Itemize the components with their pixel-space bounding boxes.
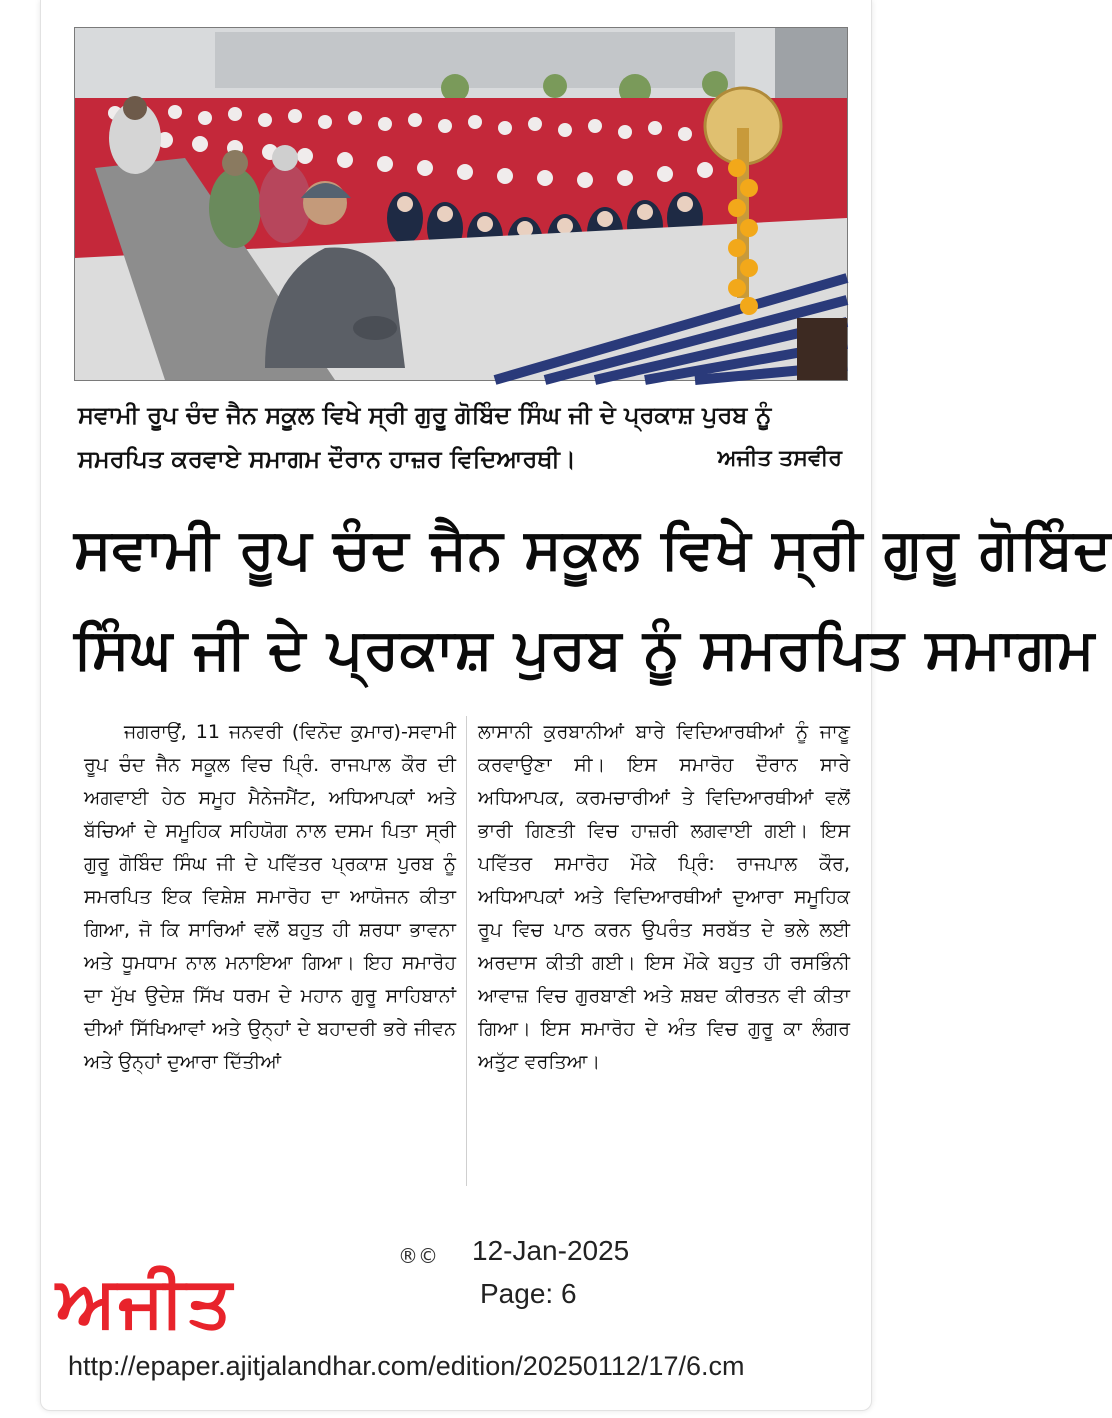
photo-caption [78, 393, 846, 481]
edition-date: 12-Jan-2025 [472, 1235, 630, 1266]
article-column-left: ਜਗਰਾਉਂ, 11 ਜਨਵਰੀ (ਵਿਨੋਦ ਕੁਮਾਰ)-ਸਵਾਮੀ ਰੂਪ ਚੰਦ ਜੈਨ ਸਕੂਲ ਵਿਚ ਪ੍ਰਿੰ. ਰਾਜਪਾਲ ਕੌਰ ਦੀ ਅਗਵਾਈ ਹੇਠ ਸਮੂਹ ਮੈਨੇਜਮੈਂਟ, ਅਧਿਆਪਕਾਂ ਅਤੇ ਬੱਚਿਆਂ ਦੇ ਸਮੂਹਿਕ ਸਹਿਯੋਗ ਨਾਲ ਦਸਮ ਪਿਤਾ ਸ੍ਰੀ ਗੁਰੂ ਗੋਬਿੰਦ ਸਿੰਘ ਜੀ ਦੇ ਪਵਿੱਤਰ ਪ੍ਰਕਾਸ਼ ਪੁਰਬ ਨੂੰ ਸਮਰਪਿਤ ਇਕ ਵਿਸ਼ੇਸ਼ ਸਮਾਰੋਹ ਦਾ ਆਯੋਜਨ ਕੀਤਾ ਗਿਆ, ਜੋ ਕਿ ਸਾਰਿਆਂ ਵਲੋਂ ਬਹੁਤ ਹੀ ਸ਼ਰਧਾ ਭਾਵਨਾ ਅਤੇ ਧੂਮਧਾਮ ਨਾਲ ਮਨਾਇਆ ਗਿਆ। ਇਹ ਸਮਾਰੋਹ ਦਾ ਮੁੱਖ ਉਦੇਸ਼ ਸਿੱਖ ਧਰਮ ਦੇ ਮਹਾਨ ਗੁਰੂ ਸਾਹਿਬਾਨਾਂ ਦੀਆਂ ਸਿੱਖਿਆਵਾਂ ਅਤੇ ਉਨ੍ਹਾਂ ਦੇ ਬਹਾਦਰੀ ਭਰੇ ਜੀਵਨ ਅਤੇ ਉਨ੍ਹਾਂ ਦੁਆਰਾ ਦਿੱਤੀਆਂ [84, 721, 456, 1073]
registered-mark: ®© [398, 1244, 438, 1268]
headline-line-1: ਸਵਾਮੀ ਰੂਪ ਚੰਦ ਜੈਨ ਸਕੂਲ ਵਿਖੇ ਸ੍ਰੀ ਗੁਰੂ ਗੋਬਿੰਦ [74, 517, 1112, 582]
source-url[interactable]: http://epaper.ajitjalandhar.com/edition/20250112/17/6.cm [68, 1351, 745, 1381]
caption-line-1: ਸਵਾਮੀ ਰੂਪ ਚੰਦ ਜੈਨ ਸਕੂਲ ਵਿਖੇ ਸ੍ਰੀ ਗੁਰੂ ਗੋਬਿੰਦ ਸਿੰਘ ਜੀ ਦੇ ਪ੍ਰਕਾਸ਼ ਪੁਰਬ ਨੂੰ [78, 401, 772, 429]
caption-line-2: ਸਮਰਪਿਤ ਕਰਵਾਏ ਸਮਾਗਮ ਦੌਰਾਨ ਹਾਜ਼ਰ ਵਿਦਿਆਰਥੀ। [78, 445, 576, 473]
column-divider [466, 716, 467, 1186]
edition-page: Page: 6 [480, 1278, 577, 1309]
edition-info [472, 1229, 629, 1315]
photo-credit: ਅਜੀਤ ਤਸਵੀਰ [717, 446, 842, 471]
ajit-logo: ਅਜੀਤ [56, 1261, 234, 1343]
event-photo [74, 27, 848, 381]
article-column-right: ਲਾਸਾਨੀ ਕੁਰਬਾਨੀਆਂ ਬਾਰੇ ਵਿਦਿਆਰਥੀਆਂ ਨੂੰ ਜਾਣੂ ਕਰਵਾਉਣਾ ਸੀ। ਇਸ ਸਮਾਰੋਹ ਦੌਰਾਨ ਸਾਰੇ ਅਧਿਆਪਕ, ਕਰਮਚਾਰੀਆਂ ਤੇ ਵਿਦਿਆਰਥੀਆਂ ਵਲੋਂ ਭਾਰੀ ਗਿਣਤੀ ਵਿਚ ਹਾਜ਼ਰੀ ਲਗਵਾਈ ਗਈ। ਇਸ ਪਵਿੱਤਰ ਸਮਾਰੋਹ ਮੌਕੇ ਪ੍ਰਿੰ: ਰਾਜਪਾਲ ਕੌਰ, ਅਧਿਆਪਕਾਂ ਅਤੇ ਵਿਦਿਆਰਥੀਆਂ ਦੁਆਰਾ ਸਮੂਹਿਕ ਰੂਪ ਵਿਚ ਪਾਠ ਕਰਨ ਉਪਰੰਤ ਸਰਬੱਤ ਦੇ ਭਲੇ ਲਈ ਅਰਦਾਸ ਕੀਤੀ ਗਈ। ਇਸ ਮੌਕੇ ਬਹੁਤ ਹੀ ਰਸਭਿੰਨੀ ਆਵਾਜ਼ ਵਿਚ ਗੁਰਬਾਣੀ ਅਤੇ ਸ਼ਬਦ ਕੀਰਤਨ ਵੀ ਕੀਤਾ ਗਿਆ। ਇਸ ਸਮਾਰੋਹ ਦੇ ਅੰਤ ਵਿਚ ਗੁਰੂ ਕਾ ਲੰਗਰ ਅਤੁੱਟ ਵਰਤਿਆ। [478, 721, 850, 1073]
headline [74, 500, 1112, 700]
headline-line-2: ਸਿੰਘ ਜੀ ਦੇ ਪ੍ਰਕਾਸ਼ ਪੁਰਬ ਨੂੰ ਸਮਰਪਿਤ ਸਮਾਗਮ [74, 617, 1096, 682]
